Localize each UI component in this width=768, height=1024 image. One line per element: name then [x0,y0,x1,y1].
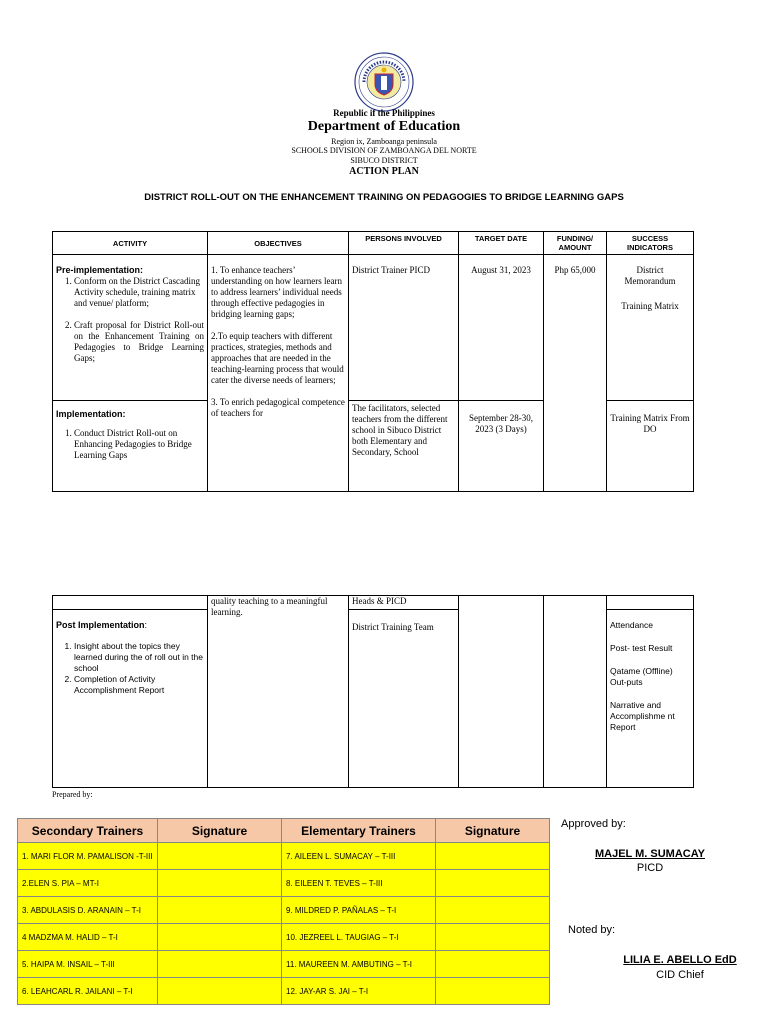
implementation-heading: Implementation: [56,409,126,419]
table-row [18,870,550,897]
elementary-trainer: 7. AILEEN L. SUMACAY – T-III [282,843,436,870]
indicator-text: Attendance [610,620,654,630]
objectives-cell [208,255,349,492]
persons-cell: Heads & PICD [349,596,459,610]
noted-by-label: Noted by: [568,924,616,936]
signature-cell [158,978,282,1005]
signature-cell [436,843,550,870]
action-plan-table-continued [52,595,694,788]
objectives-cell: quality teaching to a meaningful learning. [208,596,349,788]
indicator-text: Post- test Result [610,643,673,653]
objective-text: 3. To enrich pedagogical competence of teachers for [211,397,345,418]
secondary-trainer: 3. ABDULASIS D. ARANAIN – T-I [18,897,158,924]
action-plan-table [52,231,694,492]
approver-name: MAJEL M. SUMACAY [594,848,706,860]
empty-cell [544,596,607,788]
column-header: OBJECTIVES [208,232,349,255]
post-implementation-heading: Post Implementation: [56,620,148,630]
list-item: 2. Craft proposal for District Roll-out on the Enhancement Training on Pedagogies to Bridge Learning Gaps; [74,320,204,364]
column-header: Secondary Trainers [18,819,158,843]
column-header: Signature [436,819,550,843]
pre-implementation-heading: Pre-implementation: [56,265,144,275]
indicator-text: Narrative and Accomplishme nt Report [610,700,675,732]
list-item: 1. Conform on the District Cascading Activity schedule, training matrix and venue/ platform; [74,276,204,309]
prepared-by-label: Prepared by: [52,790,93,799]
table-row [18,843,550,870]
secondary-trainer: 5. HAIPA M. INSAIL – T-III [18,951,158,978]
empty-cell [607,596,694,610]
district-line: SIBUCO DISTRICT [350,156,418,165]
column-header: SUCCESS INDICATORS [607,232,694,255]
column-header: Signature [158,819,282,843]
persons-cell: The facilitators, selected teachers from the different school in Sibuco District both Elementary and Secondary, School [349,401,459,492]
elementary-trainer: 11. MAUREEN M. AMBUTING – T-I [282,951,436,978]
empty-cell [53,596,208,610]
signature-cell [158,924,282,951]
persons-cell: District Trainer PICD [349,255,459,401]
list-item: 1. Insight about the topics they learned during the of roll out in the school [74,641,204,674]
department-name: Department of Education [307,119,461,134]
signature-cell [158,870,282,897]
list-item: 2. Completion of Activity Accomplishment Report [74,674,204,696]
table-row [53,255,694,401]
table-row [18,897,550,924]
trainers-header-row [18,819,550,843]
indicators-cell [607,255,694,401]
plan-title: DISTRICT ROLL-OUT ON THE ENHANCEMENT TRAINING ON PEDAGOGIES TO BRIDGE LEARNING GAPS [144,192,624,203]
column-header: TARGET DATE [459,232,544,255]
implementation-cell [53,401,208,492]
target-date-cell: September 28-30, 2023 (3 Days) [459,401,544,492]
indicator-text: Training Matrix [621,301,679,311]
funding-cell: Php 65,000 [544,255,607,492]
signature-cell [158,843,282,870]
secondary-trainer: 1. MARI FLOR M. PAMALISON -T-III [18,843,158,870]
republic-line: Republic if the Philippines [333,108,435,118]
signature-cell [436,951,550,978]
noter-position: CID Chief [656,969,704,981]
approved-by-label: Approved by: [561,818,626,830]
trainers-table [17,818,550,1005]
target-date-cell: August 31, 2023 [459,255,544,401]
region-line: Region ix, Zamboanga peninsula [331,137,437,146]
pre-implementation-cell [53,255,208,401]
approver-position: PICD [636,862,664,874]
signature-cell [436,870,550,897]
secondary-trainer: 6. LEAHCARL R. JAILANI – T-I [18,978,158,1005]
secondary-trainer: 2.ELEN S. PIA – MT-I [18,870,158,897]
table-row [18,924,550,951]
empty-cell [459,596,544,788]
column-header: ACTIVITY [53,232,208,255]
column-header: Elementary Trainers [282,819,436,843]
division-line: SCHOOLS DIVISION OF ZAMBOANGA DEL NORTE [291,146,477,155]
objective-text: 1. To enhance teachers’ understanding on how learners learn to address learners’ individual needs through effective pedagogies in bridging learning gaps; [211,265,342,319]
elementary-trainer: 12. JAY-AR S. JAI – T-I [282,978,436,1005]
secondary-trainer: 4 MADZMA M. HALID – T-I [18,924,158,951]
table-row [53,596,694,610]
signature-cell [436,978,550,1005]
objective-text: 2.To equip teachers with different practices, strategies, methods and approaches that are needed in the teaching-learning process that would cater the diverse needs of learners; [211,331,344,385]
persons-cell: District Training Team [349,610,459,788]
table-row [18,951,550,978]
signature-cell [158,951,282,978]
list-item: 1. Conduct District Roll-out on Enhancing Pedagogies to Bridge Learning Gaps [74,428,204,461]
elementary-trainer: 10. JEZREEL L. TAUGIAG – T-I [282,924,436,951]
indicator-text: District Memorandum [624,265,676,286]
table-header-row [53,232,694,255]
document-type: ACTION PLAN [349,166,419,177]
column-header: FUNDING/ AMOUNT [544,232,607,255]
post-implementation-cell [53,610,208,788]
signature-cell [436,897,550,924]
column-header: PERSONS INVOLVED [349,232,459,255]
table-row [18,978,550,1005]
noter-name: LILIA E. ABELLO EdD [623,954,737,966]
deped-seal-logo [354,52,414,112]
indicators-cell: Training Matrix From DO [607,401,694,492]
indicators-cell [607,610,694,788]
elementary-trainer: 8. EILEEN T. TEVES – T-III [282,870,436,897]
elementary-trainer: 9. MILDRED P. PAÑALAS – T-I [282,897,436,924]
post-implementation-label: Post Implementation [56,620,145,630]
signature-cell [158,897,282,924]
signature-cell [436,924,550,951]
indicator-text: Qatame (Offline) Out-puts [610,666,673,687]
